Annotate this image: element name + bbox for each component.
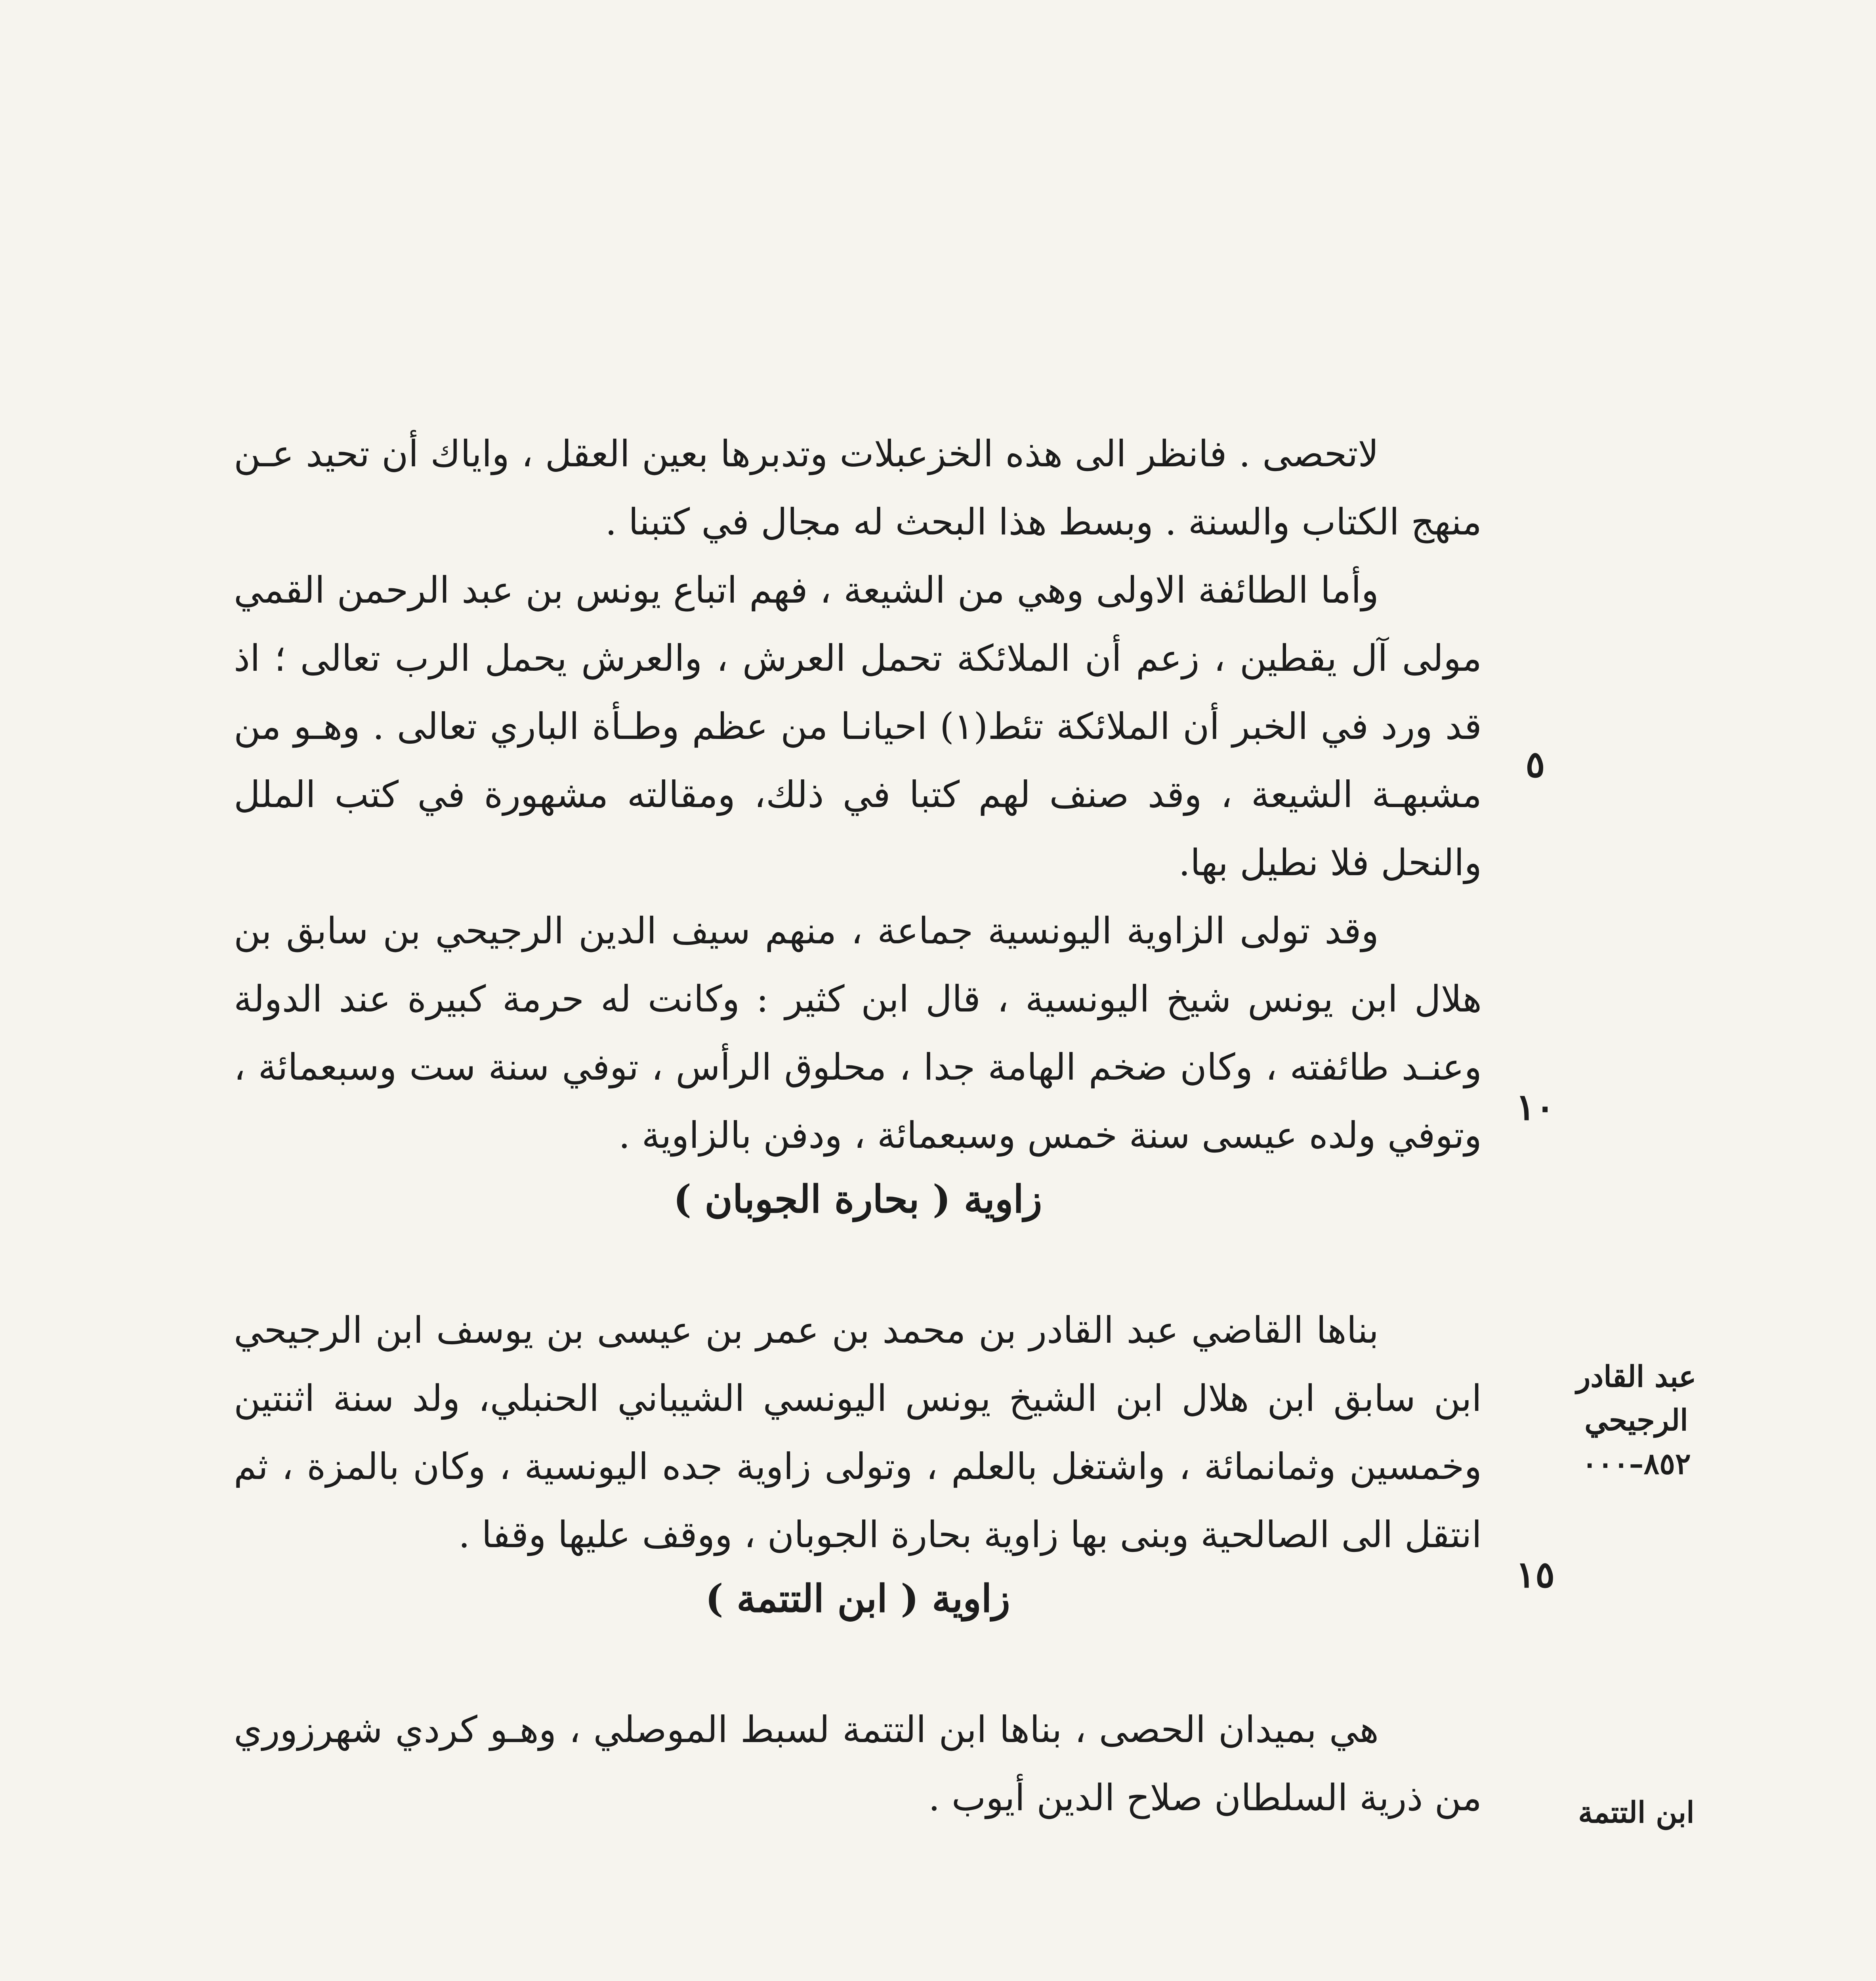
- main-text: [234, 420, 1482, 1832]
- line-number-15: ١٥: [1515, 1553, 1555, 1596]
- paragraph-2: وأما الطائفة الاولى وهي من الشيعة ، فهم اتباع يونس بن عبد الرحمن القمي مولى آل يقطين ، زعم أن الملائكة تحمل العرش ، والعرش يحمل الرب تعالى ؛ اذ قد ورد في الخبر أن الملائكة تئط(١) احيانـا من عظم وطـأة الباري تعالى . وهـو من مشبهـة الشيعة ، وقد صنف لهم كتبا في ذلك، ومقالته مشهورة في كتب الملل والنحل فلا نطيل بها.: [234, 569, 1482, 884]
- margin-note-surname: الرجيحي: [1584, 1403, 1688, 1437]
- paragraph-3: وقد تولى الزاوية اليونسية جماعة ، منهم سيف الدين الرجيحي بن سابق بن هلال ابن يونس شيخ اليونسية ، قال ابن كثير : وكانت له حرمة كبيرة عند الدولة وعنـد طائفته ، وكان ضخم الهامة جدا ، محلوق الرأس ، توفي سنة ست وسبعمائة ، وتوفي ولده عيسى سنة خمس وسبعمائة ، ودفن بالزاوية .: [234, 910, 1482, 1157]
- margin-note-ibn-altatma: ابن التتمة: [1578, 1796, 1695, 1830]
- line-number-10: ١٠: [1515, 1086, 1555, 1128]
- line-number-5: ٥: [1525, 743, 1545, 786]
- paragraph-1: لاتحصى . فانظر الى هذه الخزعبلات وتدبرها بعين العقل ، واياك أن تحيد عـن منهج الكتاب والسنة . وبسط هذا البحث له مجال في كتبنا .: [234, 433, 1482, 543]
- margin-note-dates: ٨٥٢–٠٠٠: [1582, 1447, 1691, 1481]
- section-title-jawban: زاوية ( بحارة الجوبان ): [673, 1177, 1042, 1221]
- margin-note-name: عبد القادر: [1576, 1360, 1697, 1394]
- section-title-ibn-altatma: زاوية ( ابن التتمة ): [705, 1576, 1010, 1621]
- margin-note-abd-alqadir: [1561, 1355, 1712, 1486]
- paragraph-5: هي بميدان الحصى ، بناها ابن التتمة لسبط الموصلي ، وهـو كردي شهرزوري من ذرية السلطان صلاح الدين أيوب .: [234, 1708, 1482, 1819]
- paragraph-4: بناها القاضي عبد القادر بن محمد بن عمر بن عيسى بن يوسف ابن الرجيحي ابن سابق ابن هلال ابن الشيخ يونس اليونسي الشيباني الحنبلي، ولد سنة اثنتين وخمسين وثمانمائة ، واشتغل بالعلم ، وتولى زاوية جده اليونسية ، وكان بالمزة ، ثم انتقل الى الصالحية وبنى بها زاوية بحارة الجوبان ، ووقف عليها وقفا .: [234, 1309, 1482, 1556]
